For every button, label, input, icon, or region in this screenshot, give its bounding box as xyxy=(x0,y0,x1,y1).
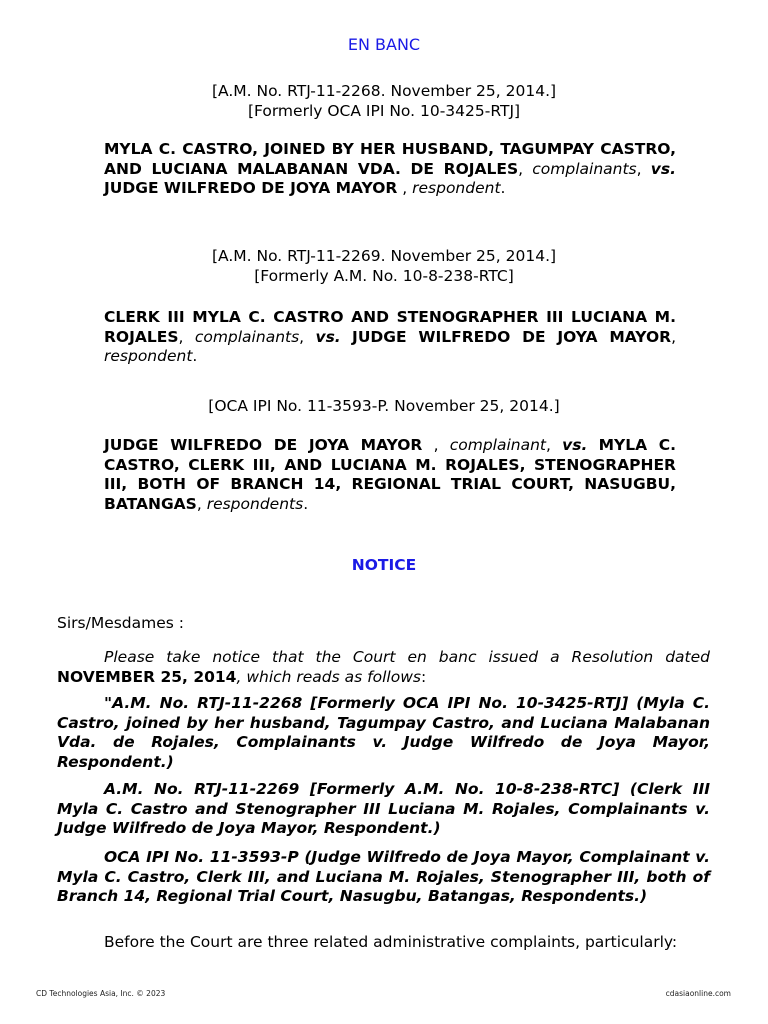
case2-ref-line1: [A.M. No. RTJ-11-2269. November 25, 2014.] xyxy=(211,247,557,265)
case3-vs: vs. xyxy=(562,436,588,454)
case1-parties: MYLA C. CASTRO, JOINED BY HER HUSBAND, TAGUMPAY CASTRO, AND LUCIANA MALABANAN VDA. DE ROJALES xyxy=(104,140,676,178)
case2-role-complainants: complainants xyxy=(194,327,300,346)
body-paragraph-3: A.M. No. RTJ-11-2269 [Formerly A.M. No. 10-8-238-RTC] (Clerk III Myla C. Castro and Stenographer III Luciana M. Rojales, Complainants v. Judge Wilfredo de Joya Mayor, Respondent.) xyxy=(57,780,710,837)
resolution-date: NOVEMBER 25, 2014 xyxy=(57,667,237,686)
body-paragraph-4: OCA IPI No. 11-3593-P (Judge Wilfredo de Joya Mayor, Complainant v. Myla C. Castro, Clerk III, and Luciana M. Rojales, Stenographer III, both of Branch 14, Regional Trial Court, Nasugbu, Batangas, Respondents.) xyxy=(57,848,710,905)
case1-reference xyxy=(0,81,768,121)
salutation: Sirs/Mesdames : xyxy=(57,614,184,632)
body-paragraph-1: Please take notice that the Court en banc issued a Resolution dated NOVEMBER 25, 2014, which reads as follows: xyxy=(57,648,710,686)
case2-vs: vs. xyxy=(315,327,341,346)
case2-parties: CLERK III MYLA C. CASTRO AND STENOGRAPHER III LUCIANA M. ROJALES xyxy=(104,308,676,346)
case3-role-respondents: respondents xyxy=(206,494,304,513)
case1-ref-line2: [Formerly OCA IPI No. 10-3425-RTJ] xyxy=(247,102,521,120)
case1-vs: vs. xyxy=(650,159,676,178)
en-banc-heading: EN BANC xyxy=(347,35,421,54)
footer-site: cdasiaonline.com xyxy=(665,989,731,998)
case3-caption: JUDGE WILFREDO DE JOYA MAYOR , complainant, vs. MYLA C. CASTRO, CLERK III, AND LUCIANA M. ROJALES, STENOGRAPHER III, BOTH OF BRANCH 14, REGIONAL TRIAL COURT, NASUGBU, BATANGAS, respondents. xyxy=(104,436,677,513)
body-paragraph-5: Before the Court are three related administrative complaints, particularly: xyxy=(104,933,678,951)
case3-ref-line1: [OCA IPI No. 11-3593-P. November 25, 2014.] xyxy=(208,397,560,415)
case2-caption: CLERK III MYLA C. CASTRO AND STENOGRAPHER III LUCIANA M. ROJALES, complainants, vs. JUDGE WILFREDO DE JOYA MAYOR, respondent. xyxy=(104,308,676,365)
case1-role-complainants: complainants xyxy=(532,159,637,178)
case2-ref-line2: [Formerly A.M. No. 10-8-238-RTC] xyxy=(254,267,514,285)
case3-role-complainant: complainant xyxy=(449,436,546,454)
case1-ref-line1: [A.M. No. RTJ-11-2268. November 25, 2014.] xyxy=(211,82,557,100)
body-paragraph-2: "A.M. No. RTJ-11-2268 [Formerly OCA IPI No. 10-3425-RTJ] (Myla C. Castro, joined by her husband, Tagumpay Castro, and Luciana Malabanan Vda. de Rojales, Complainants v. Judge Wilfredo de Joya Mayor, Respondent.) xyxy=(57,694,710,771)
footer-copyright: CD Technologies Asia, Inc. © 2023 xyxy=(36,989,166,998)
case3-reference xyxy=(0,396,768,416)
notice-title: NOTICE xyxy=(351,556,417,574)
case3-parties: JUDGE WILFREDO DE JOYA MAYOR xyxy=(104,436,423,454)
case1-opponent: JUDGE WILFREDO DE JOYA MAYOR xyxy=(104,179,398,197)
case2-opponent: JUDGE WILFREDO DE JOYA MAYOR xyxy=(352,327,672,346)
case1-role-respondent: respondent xyxy=(412,179,501,197)
case1-caption: MYLA C. CASTRO, JOINED BY HER HUSBAND, TAGUMPAY CASTRO, AND LUCIANA MALABANAN VDA. DE ROJALES, complainants, vs. JUDGE WILFREDO DE JOYA MAYOR , respondent. xyxy=(104,140,676,197)
case2-reference xyxy=(0,246,768,286)
case2-role-respondent: respondent xyxy=(104,347,193,365)
case3-opponent: MYLA C. CASTRO, CLERK III, AND LUCIANA M. ROJALES, STENOGRAPHER III, BOTH OF BRANCH 14, REGIONAL TRIAL COURT, NASUGBU, BATANGAS xyxy=(104,436,677,513)
